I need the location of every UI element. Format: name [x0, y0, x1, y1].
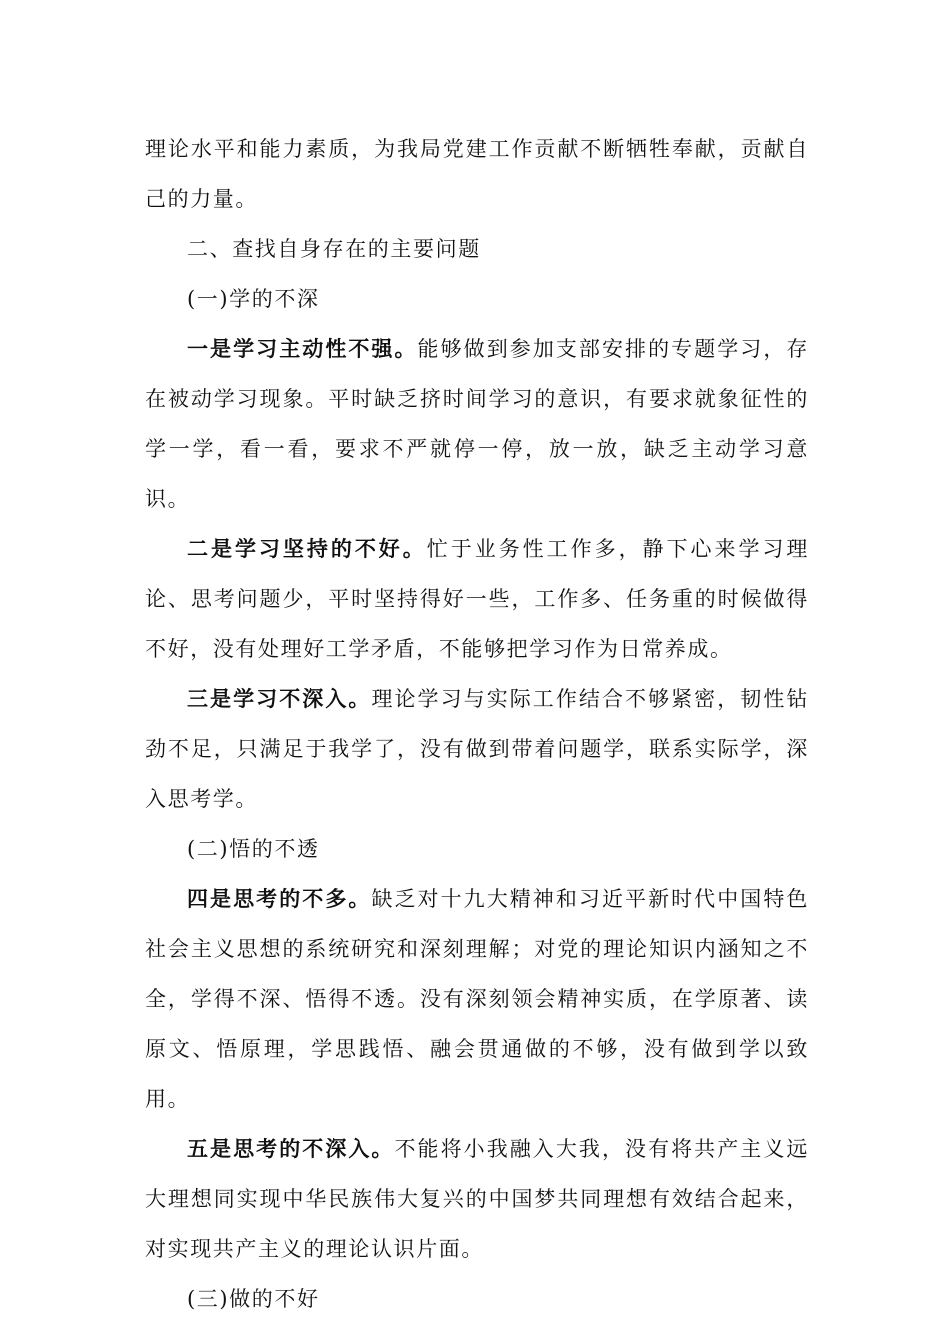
item-text: 理论学习与实际工作结合不够紧密，韧性钻劲不足，只满足于我学了，没有做到带着问题学，联系实际学，深入思考学。	[145, 687, 809, 811]
subsection-heading	[145, 1274, 809, 1324]
problem-item	[145, 874, 809, 1124]
item-lead: 五是思考的不深入。	[187, 1136, 395, 1161]
item-lead: 一是学习主动性不强。	[187, 336, 418, 361]
subheading-text: (三)做的不好	[187, 1287, 320, 1311]
section-heading	[145, 224, 809, 274]
subsection-heading	[145, 274, 809, 324]
problem-item	[145, 1124, 809, 1274]
item-text: 忙于业务性工作多，静下心来学习理论、思考问题少，平时坚持得好一些，工作多、任务重的时候做得不好，没有处理好工学矛盾，不能够把学习作为日常养成。	[145, 537, 809, 661]
item-lead: 二是学习坚持的不好。	[187, 536, 427, 561]
subsection-heading	[145, 824, 809, 874]
subheading-text: (一)学的不深	[187, 287, 320, 311]
problem-item	[145, 524, 809, 674]
item-lead: 四是思考的不多。	[187, 886, 372, 911]
problem-item	[145, 674, 809, 824]
subheading-text: (二)悟的不透	[187, 837, 320, 861]
problem-item	[145, 324, 809, 524]
item-text: 缺乏对十九大精神和习近平新时代中国特色社会主义思想的系统研究和深刻理解；对党的理论知识内涵知之不全，学得不深、悟得不透。没有深刻领会精神实质，在学原著、读原文、悟原理，学思践悟、融会贯通做的不够，没有做到学以致用。	[145, 887, 809, 1111]
item-text: 不能将小我融入大我，没有将共产主义远大理想同实现中华民族伟大复兴的中国梦共同理想有效结合起来，对实现共产主义的理论认识片面。	[145, 1137, 809, 1261]
continuation-paragraph	[145, 124, 809, 224]
document-body	[145, 124, 809, 1324]
item-lead: 三是学习不深入。	[187, 686, 372, 711]
paragraph-text: 理论水平和能力素质，为我局党建工作贡献不断牺牲奉献，贡献自己的力量。	[145, 137, 809, 211]
heading-text: 二、查找自身存在的主要问题	[187, 237, 481, 261]
item-text: 能够做到参加支部安排的专题学习，存在被动学习现象。平时缺乏挤时间学习的意识，有要求就象征性的学一学，看一看，要求不严就停一停，放一放，缺乏主动学习意识。	[145, 337, 810, 511]
